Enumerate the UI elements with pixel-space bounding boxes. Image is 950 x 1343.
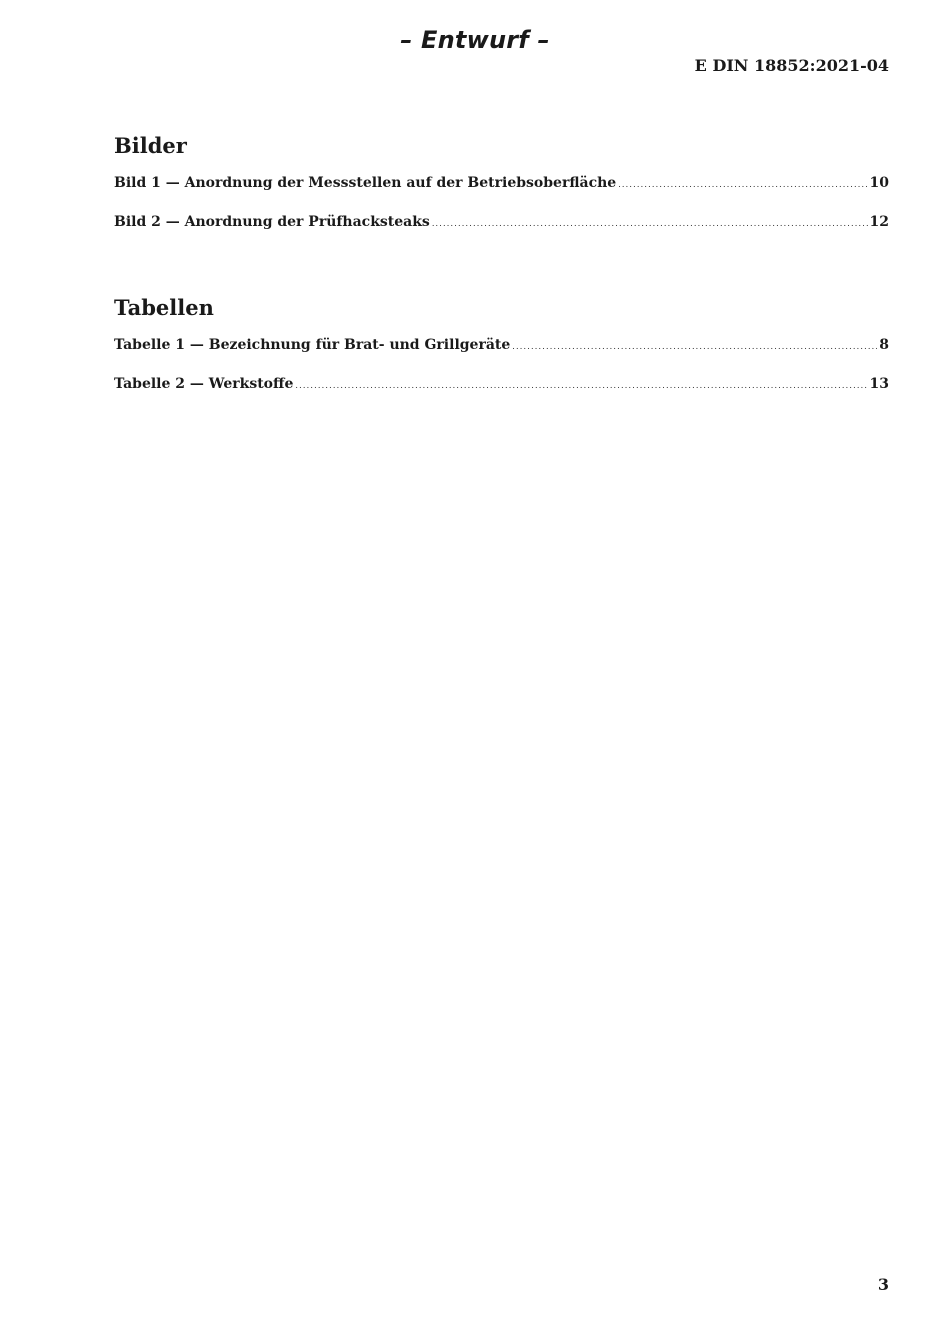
toc-leader-dots	[618, 180, 867, 189]
tables-section	[114, 295, 889, 396]
toc-entry-label: Bild 2 — Anordnung der Prüfhacksteaks	[114, 214, 430, 230]
page-number: 3	[877, 1275, 889, 1294]
figures-list	[114, 175, 889, 234]
toc-entry-page: 12	[869, 214, 889, 230]
toc-entry-page: 13	[869, 376, 889, 392]
figures-heading: Bilder	[114, 133, 187, 158]
toc-entry-page: 8	[879, 337, 889, 353]
toc-leader-dots	[295, 381, 867, 390]
toc-entry-label: Bild 1 — Anordnung der Messstellen auf der Betriebsoberfläche	[114, 175, 617, 191]
draft-mark: – Entwurf –	[400, 26, 550, 54]
tables-heading: Tabellen	[114, 295, 214, 320]
toc-entry-figure-2[interactable]	[114, 214, 889, 234]
toc-entry-label: Tabelle 1 — Bezeichnung für Brat- und Grillgeräte	[114, 337, 511, 353]
toc-leader-dots	[512, 342, 877, 351]
toc-leader-dots	[432, 219, 868, 228]
toc-entry-page: 10	[869, 175, 889, 191]
toc-entry-label: Tabelle 2 — Werkstoffe	[114, 376, 294, 392]
toc-entry-table-1[interactable]	[114, 337, 889, 357]
figures-section	[114, 133, 889, 234]
toc-entry-table-2[interactable]	[114, 376, 889, 396]
document-id: E DIN 18852:2021-04	[694, 56, 889, 75]
tables-list	[114, 337, 889, 396]
toc-entry-figure-1[interactable]	[114, 175, 889, 195]
